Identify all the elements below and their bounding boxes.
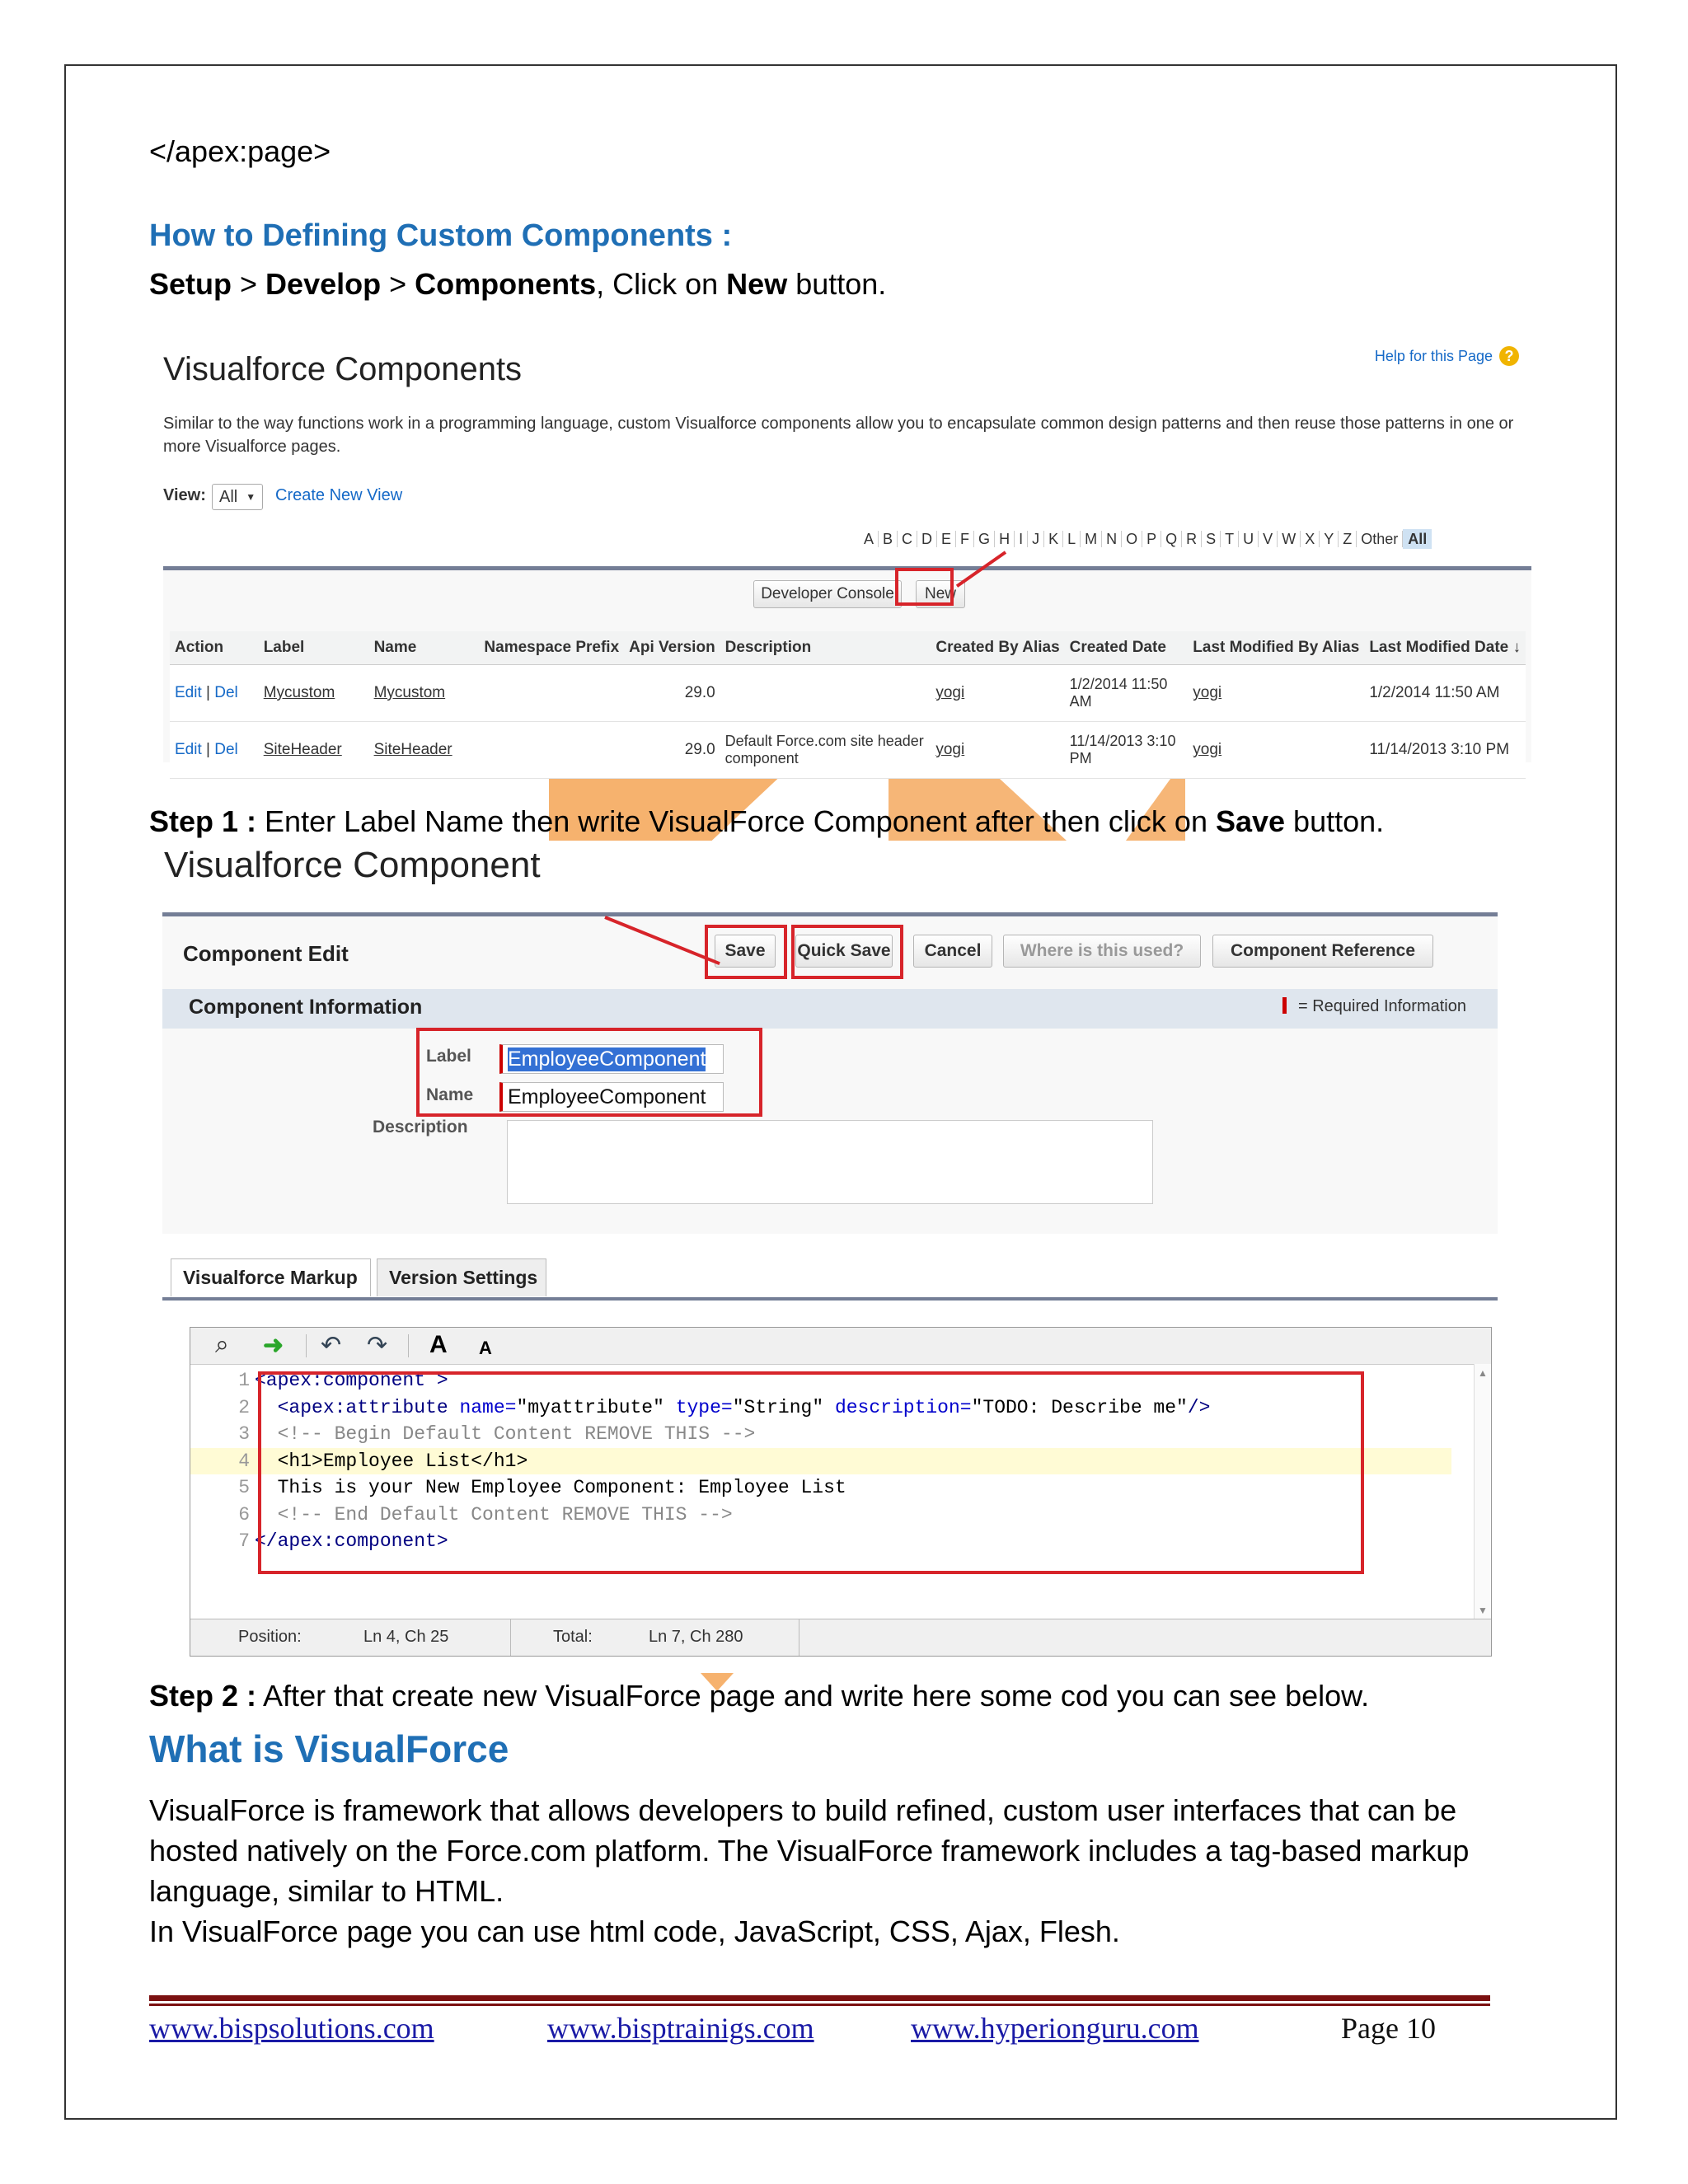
line-number: 4 (238, 1450, 250, 1472)
alpha-j[interactable]: J (1028, 531, 1044, 547)
code-text: <apex:component > (255, 1370, 448, 1391)
redo-icon[interactable]: ↷ (367, 1332, 388, 1359)
section-heading-custom-components: How to Defining Custom Components : (149, 218, 733, 253)
chevron-down-icon: ▼ (246, 491, 256, 503)
paragraph-visualforce-definition: VisualForce is framework that allows developers to build refined, custom user interfaces that can be hosted natively on the Force.com platform. The VisualForce framework includes a tag-based markup language, similar to HTML. (149, 1793, 1470, 1908)
footer-rule-thick (149, 1995, 1490, 2001)
footer-link-bispsolutions[interactable]: www.bispsolutions.com (149, 2012, 434, 2045)
toolbar-divider (408, 1334, 409, 1357)
nav-setup: Setup (149, 267, 232, 301)
del-link[interactable]: Del (214, 741, 238, 758)
row-created-date: 11/14/2013 3:10 PM (1065, 722, 1189, 779)
nav-end: button. (787, 267, 887, 301)
total-label: Total: (553, 1628, 593, 1646)
code-text: /> (1187, 1396, 1211, 1418)
row-modified-by[interactable]: yogi (1188, 665, 1364, 722)
code-text: <!-- End Default Content REMOVE THIS --> (255, 1503, 733, 1526)
label-input-value: EmployeeComponent (508, 1047, 706, 1071)
nav-new: New (726, 267, 788, 301)
step-1-label: Step 1 : (149, 804, 257, 838)
line-number: 6 (238, 1503, 250, 1526)
row-created-by[interactable]: yogi (931, 665, 1064, 722)
step-2-instruction (149, 1676, 1369, 1717)
col-created-date[interactable]: Created Date (1065, 631, 1189, 665)
alpha-g[interactable]: G (974, 531, 995, 547)
where-used-button[interactable]: Where is this used? (1003, 935, 1201, 968)
step-2-label: Step 2 : (149, 1679, 257, 1713)
paragraph-visualforce-usage: In VisualForce page you can use html code, JavaScript, CSS, Ajax, Flesh. (149, 1915, 1120, 1948)
col-modified-by[interactable]: Last Modified By Alias (1188, 631, 1364, 665)
scroll-up-icon[interactable]: ▲ (1478, 1367, 1488, 1379)
col-namespace[interactable]: Namespace Prefix (479, 631, 624, 665)
view-select-value: All (219, 487, 238, 506)
nav-components: Components (415, 267, 597, 301)
alpha-m[interactable]: M (1081, 531, 1102, 547)
name-field-label: Name (426, 1085, 474, 1104)
go-to-line-icon[interactable]: ➜ (263, 1332, 284, 1359)
nav-path-instruction (149, 265, 886, 305)
alpha-w[interactable]: W (1278, 531, 1301, 547)
save-button[interactable]: Save (715, 935, 776, 968)
alpha-s[interactable]: S (1202, 531, 1221, 547)
annotation-box-save (705, 925, 787, 979)
description-textarea[interactable] (507, 1120, 1153, 1204)
alpha-z[interactable]: Z (1339, 531, 1357, 547)
code-text: <h1>Employee List</h1> (255, 1450, 528, 1472)
section-heading-what-is-visualforce: What is VisualForce (149, 1727, 509, 1770)
cancel-button[interactable]: Cancel (913, 935, 992, 968)
alpha-p[interactable]: P (1142, 531, 1161, 547)
vf-component-title: Visualforce Component (164, 845, 541, 885)
alpha-all[interactable]: All (1403, 529, 1432, 549)
row-actions: Edit | Del (170, 722, 259, 779)
nav-sep-1: > (232, 267, 266, 301)
editor-toolbar (190, 1328, 1491, 1365)
undo-icon[interactable]: ↶ (321, 1332, 342, 1359)
row-namespace (479, 665, 624, 722)
name-input-value: EmployeeComponent (508, 1085, 706, 1108)
code-text: "TODO: Describe me" (971, 1396, 1188, 1418)
row-api-version: 29.0 (624, 665, 720, 722)
footer-link-bisptrainigs[interactable]: www.bisptrainigs.com (547, 2012, 814, 2045)
table-row (170, 665, 1526, 722)
alpha-f[interactable]: F (956, 531, 974, 547)
col-api-version[interactable]: Api Version (624, 631, 720, 665)
col-modified-date[interactable]: Last Modified Date ↓ (1364, 631, 1526, 665)
row-modified-by[interactable]: yogi (1188, 722, 1364, 779)
help-link[interactable] (1375, 346, 1519, 366)
alpha-o[interactable]: O (1122, 531, 1142, 547)
step-1-instruction (149, 802, 1384, 842)
row-namespace (479, 722, 624, 779)
row-modified-date: 11/14/2013 3:10 PM (1364, 722, 1526, 779)
row-label-link[interactable]: SiteHeader (259, 722, 369, 779)
line-number: 1 (238, 1370, 250, 1391)
required-information-legend: = Required Information (1282, 997, 1466, 1016)
font-decrease-icon[interactable]: A (479, 1338, 492, 1358)
code-text: "String" (732, 1396, 835, 1418)
position-label: Position: (238, 1628, 302, 1646)
component-information-label: Component Information (189, 996, 423, 1019)
view-select[interactable] (212, 484, 263, 510)
code-text: "myattribute" (516, 1396, 676, 1418)
code-text: type= (675, 1396, 733, 1418)
line-number: 2 (238, 1396, 250, 1418)
component-information-bar (162, 989, 1498, 1029)
del-link[interactable]: Del (214, 684, 238, 701)
components-table (170, 631, 1526, 779)
alpha-l[interactable]: L (1063, 531, 1081, 547)
code-text: </apex:component> (255, 1530, 448, 1552)
line-number: 5 (238, 1477, 250, 1498)
alpha-i[interactable]: I (1015, 531, 1028, 547)
alpha-b[interactable]: B (879, 531, 898, 547)
tab-underline (162, 1297, 1498, 1301)
vf-components-title: Visualforce Components (163, 351, 523, 387)
footer-link-hyperionguru[interactable]: www.hyperionguru.com (911, 2012, 1199, 2045)
row-api-version: 29.0 (624, 722, 720, 779)
help-link-text: Help for this Page (1374, 347, 1493, 364)
screenshot-visualforce-components (149, 330, 1534, 766)
statusbar-divider (510, 1619, 511, 1656)
row-created-date: 1/2/2014 11:50 AM (1065, 665, 1189, 722)
create-new-view-link[interactable]: Create New View (275, 486, 403, 504)
col-action: Action (170, 631, 259, 665)
toolbar-divider (306, 1334, 307, 1357)
table-row (170, 722, 1526, 779)
row-modified-date: 1/2/2014 11:50 AM (1364, 665, 1526, 722)
editor-scrollbar[interactable] (1474, 1364, 1491, 1619)
alpha-other[interactable]: Other (1357, 531, 1403, 547)
step-1-bold: Save (1215, 804, 1286, 838)
description-field-label: Description (373, 1118, 468, 1137)
tab-version-settings[interactable]: Version Settings (377, 1258, 546, 1296)
alpha-y[interactable]: Y (1320, 531, 1339, 547)
row-description (720, 665, 931, 722)
component-edit-label: Component Edit (183, 941, 349, 966)
position-value: Ln 4, Ch 25 (363, 1628, 449, 1646)
nav-develop: Develop (265, 267, 382, 301)
code-text: name= (459, 1396, 517, 1418)
components-list (163, 566, 1531, 766)
alpha-n[interactable]: N (1102, 531, 1122, 547)
alpha-c[interactable]: C (898, 531, 917, 547)
alpha-r[interactable]: R (1182, 531, 1202, 547)
alpha-e[interactable]: E (937, 531, 956, 547)
row-name-link[interactable]: Mycustom (369, 665, 480, 722)
annotation-box-code (258, 1371, 1364, 1574)
alpha-u[interactable]: U (1239, 531, 1259, 547)
font-increase-icon[interactable]: A (429, 1331, 448, 1358)
code-text: description= (834, 1396, 972, 1418)
edit-link[interactable]: Edit (175, 684, 202, 701)
alpha-h[interactable]: H (995, 531, 1015, 547)
annotation-box-label-name (416, 1028, 762, 1117)
help-icon: ? (1499, 346, 1519, 366)
col-created-by[interactable]: Created By Alias (931, 631, 1064, 665)
total-value: Ln 7, Ch 280 (649, 1628, 743, 1646)
table-header-row (170, 631, 1526, 665)
alpha-q[interactable]: Q (1161, 531, 1182, 547)
scroll-down-icon[interactable]: ▼ (1478, 1605, 1488, 1616)
line-number: 3 (238, 1423, 250, 1445)
alpha-v[interactable]: V (1259, 531, 1278, 547)
alpha-d[interactable]: D (917, 531, 937, 547)
row-description: Default Force.com site header component (720, 722, 931, 779)
annotation-box-new (895, 568, 954, 606)
developer-console-button[interactable]: Developer Console (753, 580, 902, 608)
line-number: 7 (238, 1530, 250, 1552)
alpha-x[interactable]: X (1301, 531, 1320, 547)
top-code-line: </apex:page> (149, 134, 331, 168)
edit-link[interactable]: Edit (175, 741, 202, 758)
view-label: View: (163, 486, 206, 504)
alpha-k[interactable]: K (1044, 531, 1063, 547)
code-text: <apex:attribute (255, 1396, 460, 1418)
page-number: Page 10 (1341, 2012, 1436, 2045)
step-1-text: Enter Label Name then write VisualForce Component after then click on (256, 804, 1216, 838)
alphabet-filter (860, 531, 1432, 548)
step-2-text: After that create new VisualForce page and write here some cod you can see below. (256, 1679, 1370, 1713)
col-label[interactable]: Label (259, 631, 369, 665)
nav-mid: , Click on (596, 267, 727, 301)
tab-visualforce-markup[interactable]: Visualforce Markup (171, 1258, 371, 1296)
alpha-t[interactable]: T (1221, 531, 1239, 547)
component-reference-button[interactable]: Component Reference (1212, 935, 1433, 968)
row-name-link[interactable]: SiteHeader (369, 722, 480, 779)
footer-rule-thin (149, 2004, 1490, 2006)
row-label-link[interactable]: Mycustom (259, 665, 369, 722)
col-description[interactable]: Description (720, 631, 931, 665)
code-text: This is your New Employee Component: Employee List (255, 1477, 846, 1498)
step-1-end: button. (1285, 804, 1385, 838)
editor-statusbar (190, 1619, 1491, 1656)
vf-components-description: Similar to the way functions work in a programming language, custom Visualforce components allow you to encapsulate common design patterns and then reuse those patterns in one or more Visualforce pages. (163, 415, 1514, 456)
label-field-label: Label (426, 1047, 471, 1066)
quick-save-button[interactable]: Quick Save (795, 935, 893, 968)
nav-sep-2: > (381, 267, 415, 301)
col-name[interactable]: Name (369, 631, 480, 665)
search-icon[interactable]: ⌕ (215, 1331, 229, 1358)
new-button[interactable]: New (916, 580, 965, 608)
code-text: <!-- Begin Default Content REMOVE THIS --> (255, 1423, 756, 1445)
annotation-box-quick-save (791, 925, 903, 979)
alpha-a[interactable]: A (860, 531, 879, 547)
row-actions: Edit | Del (170, 665, 259, 722)
row-created-by[interactable]: yogi (931, 722, 1064, 779)
